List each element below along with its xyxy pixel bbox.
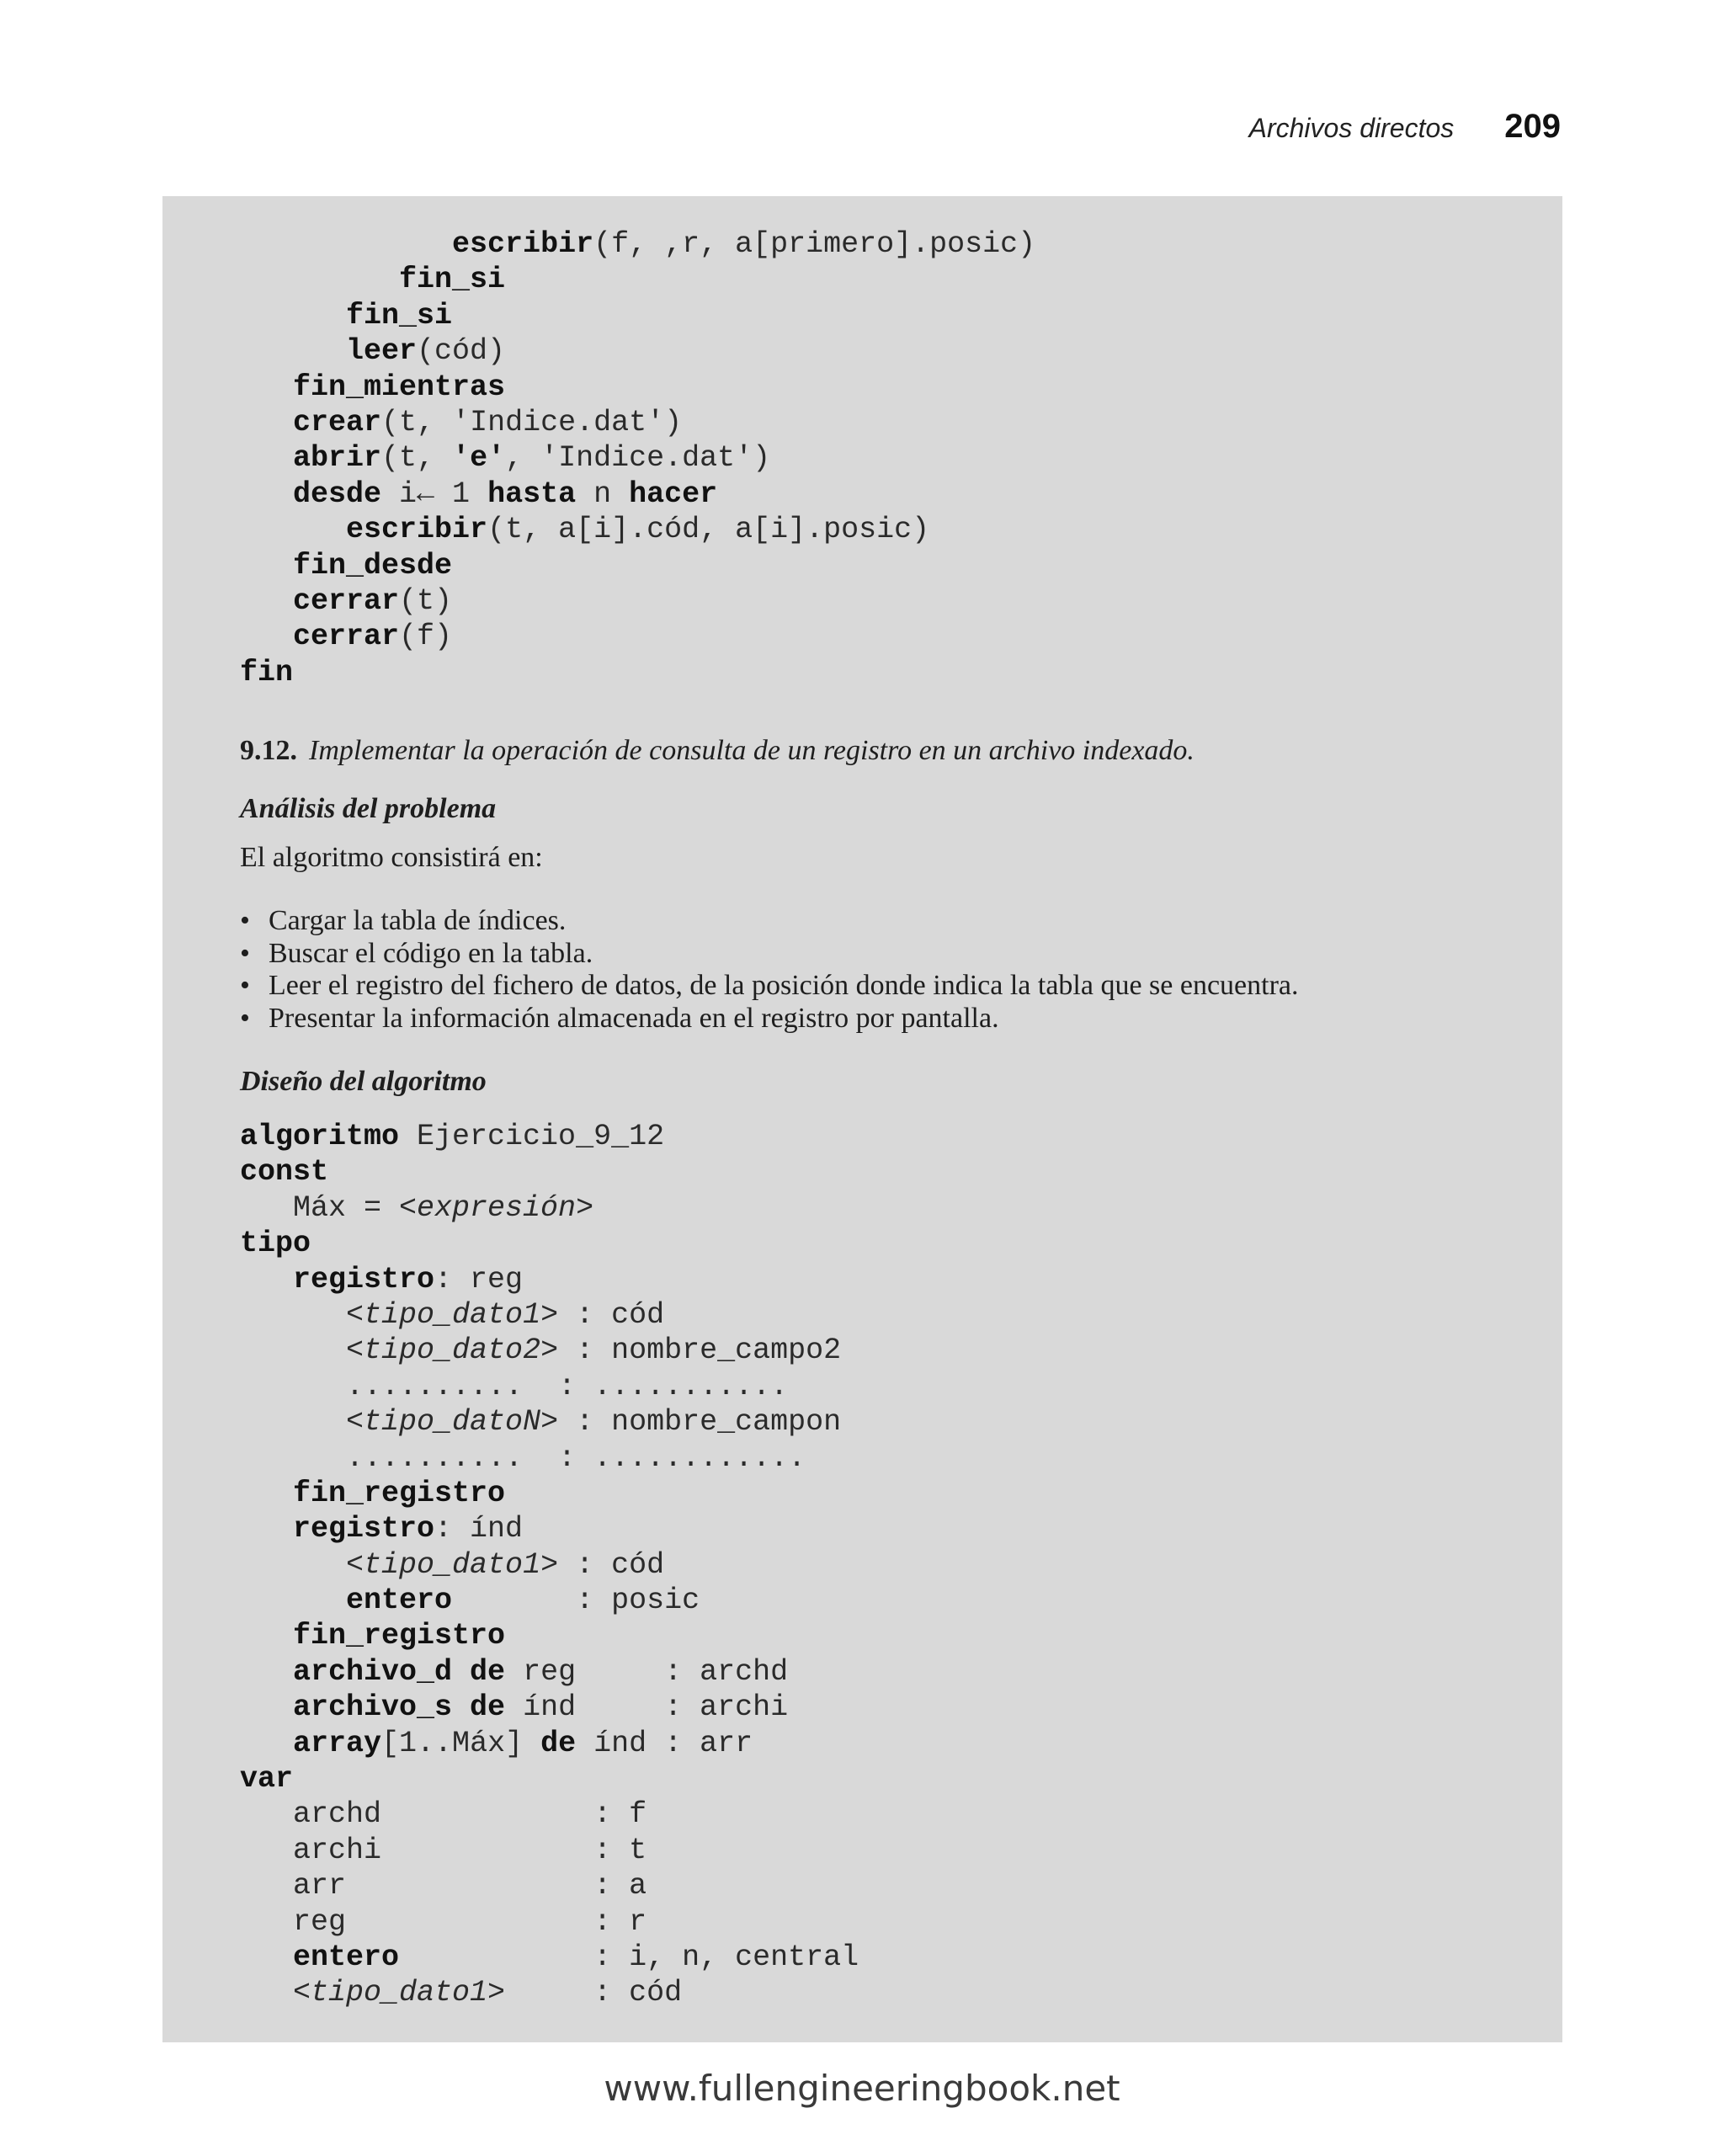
footer-url: www.fullengineeringbook.net [604, 2068, 1120, 2109]
code-keyword: entero [346, 1584, 453, 1618]
code-line [240, 1761, 859, 1797]
code-text: (t, [381, 441, 453, 476]
code-placeholder: <tipo_dato1> [293, 1976, 506, 2010]
code-text: : cód [505, 1976, 683, 2010]
code-text: índ : archi [505, 1690, 789, 1725]
code-text: .......... : ............ [240, 1440, 806, 1475]
code-text [240, 334, 346, 368]
code-line [240, 1726, 859, 1761]
code-keyword: abrir [293, 441, 382, 476]
code-text: : cód [558, 1547, 665, 1582]
code-placeholder: <tipo_dato1> [346, 1547, 559, 1582]
code-text [240, 1727, 293, 1760]
code-text: [1..Máx] [381, 1726, 541, 1760]
code-text [240, 584, 293, 618]
code-text: arr : a [240, 1869, 647, 1903]
code-line [240, 1975, 859, 2010]
code-keyword: escribir [346, 513, 488, 547]
code-line [240, 1154, 859, 1190]
code-line [240, 405, 1035, 440]
code-keyword: fin [240, 655, 294, 689]
code-line [240, 1440, 859, 1476]
code-line [240, 226, 1035, 262]
code-keyword: fin_si [346, 298, 453, 333]
code-line [240, 1190, 859, 1226]
code-line [240, 1333, 859, 1368]
code-block-algorithm [240, 1119, 859, 2011]
code-keyword: const [240, 1155, 329, 1190]
code-line [240, 655, 1035, 690]
code-text: : reg [434, 1262, 524, 1296]
code-text: (f) [399, 620, 453, 654]
code-text [240, 227, 452, 261]
code-text: , 'Indice.dat') [505, 441, 771, 476]
code-placeholder: <expresión> [399, 1190, 594, 1225]
code-text: : nombre_campo2 [558, 1334, 842, 1368]
code-text: (t, a[i].cód, a[i].posic) [487, 513, 930, 547]
code-line [240, 440, 1035, 476]
code-line [240, 476, 1035, 512]
code-line [240, 1583, 859, 1618]
code-line [240, 1119, 859, 1154]
code-keyword: registro [293, 1262, 435, 1296]
code-text [240, 299, 346, 333]
code-text [240, 1655, 293, 1689]
code-line [240, 1297, 859, 1333]
code-text: .......... : ........... [240, 1369, 789, 1403]
code-line [240, 1618, 859, 1653]
design-heading: Diseño del algoritmo [240, 1066, 487, 1097]
list-item: • Leer el registro del fichero de datos, de la posición donde indica la tabla que se encuentra. [240, 970, 1299, 1003]
code-keyword: fin_registro [293, 1619, 506, 1653]
code-keyword: fin_si [399, 263, 506, 297]
code-line [240, 1868, 859, 1903]
code-text: índ : arr [576, 1726, 753, 1760]
code-keyword: fin_desde [293, 548, 453, 583]
code-text: (cód) [417, 334, 506, 369]
list-item: • Buscar el código en la tabla. [240, 938, 1299, 971]
code-line [240, 1369, 859, 1404]
code-text: (t, 'Indice.dat') [381, 405, 683, 439]
code-block-top [240, 226, 1035, 690]
code-keyword: desde [293, 476, 382, 511]
code-keyword: array [293, 1726, 382, 1760]
code-text: : nombre_campon [558, 1405, 842, 1440]
code-line [240, 298, 1035, 333]
analysis-steps-list [240, 905, 1299, 1035]
code-keyword: cerrar [293, 620, 400, 654]
list-item: • Cargar la tabla de índices. [240, 905, 1299, 938]
gray-content-box [162, 196, 1562, 2042]
code-keyword: escribir [452, 227, 594, 261]
code-text [240, 477, 293, 511]
code-placeholder: <tipo_dato1> [346, 1297, 559, 1332]
code-line [240, 1797, 859, 1832]
code-keyword: hacer [629, 476, 718, 511]
code-line [240, 548, 1035, 583]
exercise-statement [240, 735, 1195, 767]
code-keyword: cerrar [293, 583, 400, 618]
code-text: i← 1 [381, 476, 488, 511]
code-line [240, 1511, 859, 1546]
code-text: (t) [399, 583, 453, 618]
code-keyword: 'e' [452, 441, 506, 476]
code-text [240, 1477, 293, 1510]
code-keyword: var [240, 1762, 294, 1797]
code-line [240, 1940, 859, 1975]
analysis-intro: El algoritmo consistirá en: [240, 842, 543, 873]
code-line [240, 1654, 859, 1690]
code-text [240, 1619, 293, 1653]
page-number: 209 [1504, 108, 1561, 145]
code-text [240, 441, 293, 475]
code-line [240, 262, 1035, 297]
code-keyword: leer [346, 334, 418, 369]
code-text [240, 1976, 293, 2010]
code-text [240, 263, 399, 296]
exercise-number: 9.12. [240, 735, 297, 766]
code-text: reg : archd [505, 1654, 789, 1689]
code-line [240, 1226, 859, 1261]
code-text [240, 513, 346, 546]
code-text: archi : t [240, 1833, 647, 1867]
code-line [240, 619, 1035, 654]
code-keyword: fin_registro [293, 1476, 506, 1510]
code-keyword: entero [293, 1940, 400, 1974]
code-text [240, 1512, 293, 1546]
code-text [240, 1334, 346, 1367]
code-keyword: archivo_s de [293, 1690, 506, 1725]
code-text [240, 1584, 346, 1617]
code-text: : cód [558, 1297, 665, 1332]
code-text: archd : f [240, 1797, 647, 1832]
code-line [240, 1262, 859, 1297]
code-text [240, 1298, 346, 1332]
code-keyword: de [540, 1726, 577, 1760]
code-keyword: crear [293, 405, 382, 439]
code-keyword: archivo_d de [293, 1654, 506, 1689]
code-line [240, 583, 1035, 619]
code-text [240, 549, 293, 583]
running-title: Archivos directos [1248, 113, 1455, 143]
code-line [240, 1547, 859, 1583]
code-text [240, 1263, 293, 1296]
code-text [240, 1405, 346, 1439]
code-line [240, 1833, 859, 1868]
code-text: : posic [452, 1584, 700, 1618]
list-item: • Presentar la información almacenada en el registro por pantalla. [240, 1003, 1299, 1035]
code-line [240, 333, 1035, 369]
code-text: (f, ,r, a[primero].posic) [593, 227, 1036, 261]
code-line [240, 1904, 859, 1940]
code-line [240, 1404, 859, 1440]
code-keyword: fin_mientras [293, 370, 506, 404]
code-text: : índ [434, 1512, 524, 1546]
code-line [240, 512, 1035, 547]
code-line [240, 1690, 859, 1725]
code-text: Ejercicio_9_12 [399, 1120, 665, 1153]
code-text: : i, n, central [399, 1940, 859, 1974]
code-text: n [576, 476, 630, 511]
code-text [240, 1690, 293, 1724]
code-line [240, 370, 1035, 405]
code-keyword: registro [293, 1512, 435, 1546]
page-header [1249, 108, 1561, 146]
code-line [240, 1476, 859, 1511]
code-placeholder: <tipo_datoN> [346, 1405, 559, 1440]
code-text [240, 370, 293, 404]
code-keyword: tipo [240, 1227, 311, 1261]
code-text [240, 1548, 346, 1582]
code-placeholder: <tipo_dato2> [346, 1334, 559, 1368]
code-keyword: algoritmo [240, 1120, 400, 1153]
exercise-text: Implementar la operación de consulta de un registro en un archivo indexado. [309, 735, 1195, 766]
analysis-heading: Análisis del problema [240, 793, 497, 824]
code-text [240, 1940, 293, 1974]
code-text: reg : r [240, 1904, 647, 1939]
code-text [240, 406, 293, 439]
code-keyword: hasta [487, 476, 577, 511]
code-text [240, 620, 293, 653]
code-text: Máx = [240, 1190, 400, 1225]
